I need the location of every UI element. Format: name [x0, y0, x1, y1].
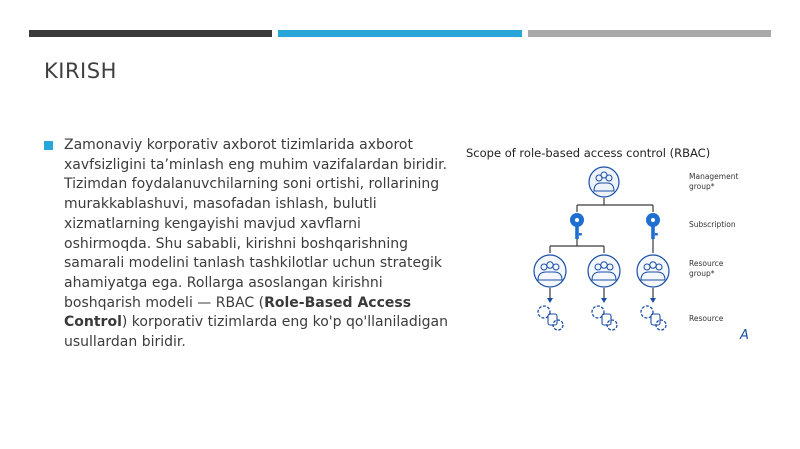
level-management-line2: group*: [689, 182, 715, 191]
resource-gear-icon-1: [538, 306, 563, 330]
level-label-resource: Resource: [689, 314, 724, 323]
slide-title: KIRISH: [44, 59, 117, 83]
level-label-resource-group: [689, 259, 723, 279]
level-label-management: [689, 172, 738, 192]
arrowhead-middle: [601, 298, 607, 303]
users-group-icon-2: [588, 255, 620, 287]
body-paragraph: [64, 136, 449, 353]
users-group-icon-1: [534, 255, 566, 287]
resource-gear-icon-3: [641, 306, 666, 330]
paragraph-bold: Role-Based Access Control: [64, 294, 412, 331]
resource-gear-icon-2: [592, 306, 617, 330]
corner-logo-mark: A: [740, 328, 749, 343]
key-icon-left: [570, 213, 584, 239]
header-bar-blue: [278, 30, 522, 37]
key-icon-right: [646, 213, 660, 239]
paragraph-text-1: Zamonaviy korporativ axborot tizimlarida axborot xavfsizligini ta’minlash eng muhim vazifalardan biridir. Tizimdan foydalanuvchilarning soni ortishi, rollarining murakkablashuvi, masofadan ishlash, bulutli xizmatlarning kengayishi mavjud xavflarni oshirmoqda. Shu sababli, kirishni boshqarishning samarali modelini tanlash tashkilotlar uchun strategik ahamiyatga ega. Rollarga asoslangan kirishni boshqarish modeli — RBAC (: [64, 137, 448, 311]
header-bar-dark: [29, 30, 272, 37]
diagram-title: Scope of role-based access control (RBAC): [466, 146, 711, 160]
connector-left-key: [550, 238, 604, 253]
management-group-icon: [589, 167, 619, 197]
users-group-icon-3: [637, 255, 669, 287]
level-resource-group-line2: group*: [689, 269, 715, 278]
level-resource-group-line1: Resource: [689, 259, 724, 268]
bullet-square: [44, 141, 53, 150]
arrowhead-left: [547, 298, 553, 303]
header-bar-gray: [528, 30, 771, 37]
rbac-diagram: [462, 142, 762, 352]
paragraph-text-2: ) korporativ tizimlarda eng ko'p qo'llaniladigan usullardan biridir.: [64, 314, 448, 351]
arrowhead-right: [650, 298, 656, 303]
connector-management-keys: [577, 198, 653, 212]
level-label-subscription: Subscription: [689, 220, 736, 229]
level-management-line1: Management: [689, 172, 739, 181]
